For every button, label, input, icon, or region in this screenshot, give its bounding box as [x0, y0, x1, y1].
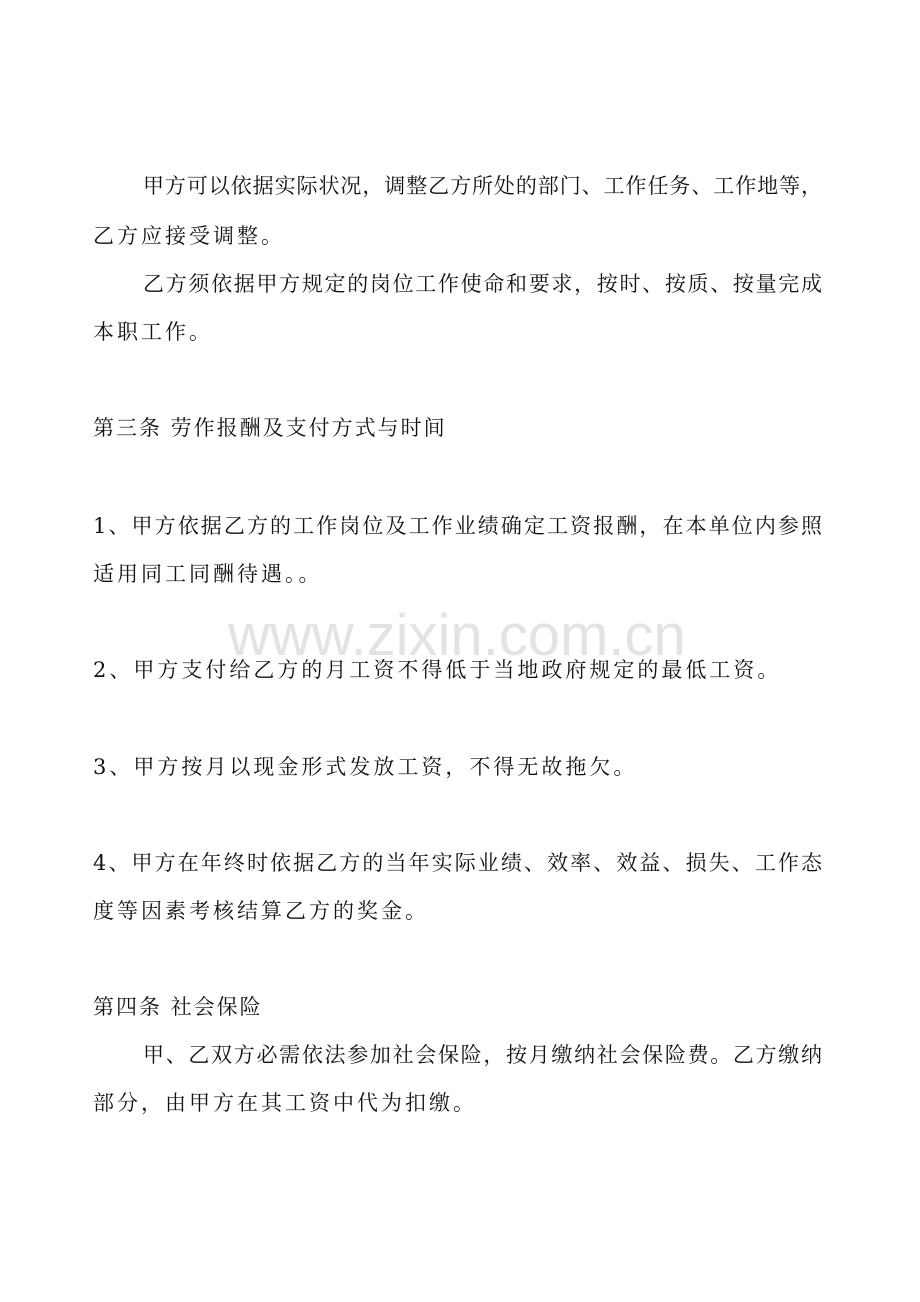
section-heading: 第四条 社会保险 [93, 995, 263, 1019]
paragraph-line: 适用同工同酬待遇。。 [93, 562, 323, 586]
section-heading: 第三条 劳作报酬及支付方式与时间 [93, 416, 447, 440]
paragraph-line: 4、甲方在年终时依据乙方的当年实际业绩、效率、效益、损失、工作态 [93, 851, 822, 875]
watermark: www.zixin.com.cn [228, 603, 686, 668]
paragraph-line: 3、甲方按月以现金形式发放工资，不得无故拖欠。 [93, 755, 638, 779]
paragraph-line: 乙方应接受调整。 [93, 224, 285, 248]
paragraph-line: 2、甲方支付给乙方的月工资不得低于当地政府规定的最低工资。 [93, 658, 782, 682]
paragraph-line: 部分，由甲方在其工资中代为扣缴。 [93, 1091, 477, 1115]
paragraph-line: 1、甲方依据乙方的工作岗位及工作业绩确定工资报酬，在本单位内参照 [93, 514, 822, 538]
paragraph-line: 本职工作。 [93, 320, 213, 344]
paragraph-line: 甲、乙双方必需依法参加社会保险，按月缴纳社会保险费。乙方缴纳 [143, 1043, 822, 1067]
paragraph-line: 度等因素考核结算乙方的奖金。 [93, 899, 429, 923]
paragraph-line: 乙方须依据甲方规定的岗位工作使命和要求，按时、按质、按量完成 [143, 272, 822, 296]
paragraph-line: 甲方可以依据实际状况，调整乙方所处的部门、工作任务、工作地等， [143, 174, 822, 198]
